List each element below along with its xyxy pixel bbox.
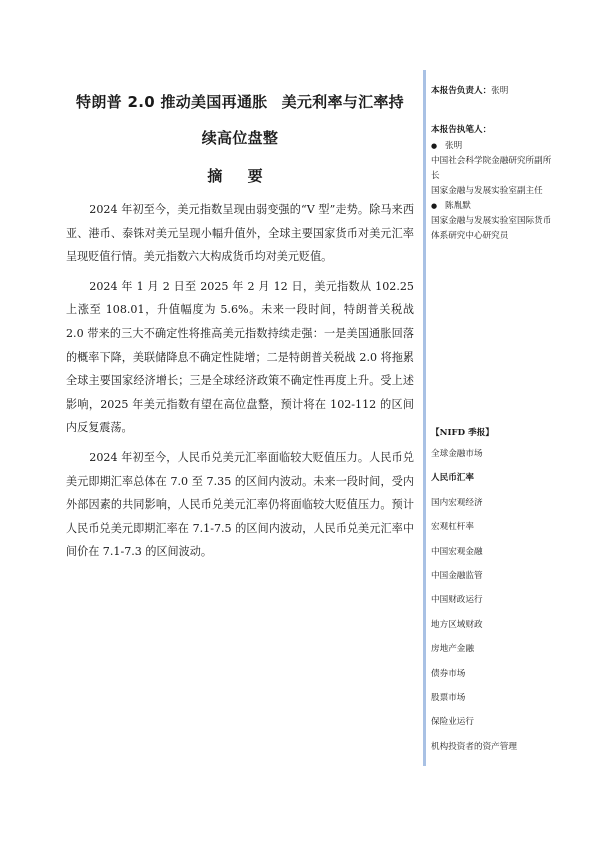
abstract-paragraph-1: 2024 年初至今，美元指数呈现由弱变强的“V 型”走势。除马来西亚、港币、泰铢对美元呈现小幅升值外，全球主要国家货币对美元汇率呈现贬值行情。美元指数六大构成货币均对美元贬值。 xyxy=(66,203,414,264)
responsible-name: 张明 xyxy=(491,86,509,96)
abstract-heading: 摘 要 xyxy=(207,167,273,185)
nav-item-real-estate-finance[interactable]: 房地产金融 xyxy=(431,644,474,655)
writer-affiliation: 中国社会科学院金融研究所副所长 xyxy=(431,156,552,181)
sidebar-divider xyxy=(423,70,426,766)
writers-label: 本报告执笔人： xyxy=(431,125,492,135)
writer-affiliation: 国家金融与发展实验室国际货币体系研究中心研究员 xyxy=(431,216,552,241)
nav-item-rmb-exchange-rate[interactable]: 人民币汇率 xyxy=(431,473,474,484)
report-series-nav xyxy=(431,447,517,764)
nav-item-local-regional-finance[interactable]: 地方区域财政 xyxy=(431,619,483,630)
writer-affiliation: 国家金融与发展实验室副主任 xyxy=(431,186,543,196)
nav-item-domestic-macro-economy[interactable]: 国内宏观经济 xyxy=(431,497,483,508)
nav-item-global-financial-market[interactable]: 全球金融市场 xyxy=(431,449,483,459)
abstract-paragraph-3: 2024 年初至今，人民币兑美元汇率面临较大贬值压力。人民币兑美元即期汇率总体在 7.0 至 7.35 的区间内波动。未来一段时间，受内外部因素的共同影响，人民币兑美元汇率仍将面临较大贬值压力。预计人民币兑美元即期汇率在 7.1-7.5 的区间内波动，人民币兑美元汇率中间价在 7.1-7.3 的区间波动。 xyxy=(66,450,414,559)
responsible-line xyxy=(431,84,508,99)
responsible-label: 本报告负责人： xyxy=(431,86,492,96)
abstract-paragraph-2: 2024 年 1 月 2 日至 2025 年 2 月 12 日，美元指数从 102.25 上涨至 108.01，升值幅度为 5.6%。未来一段时间，特朗普关税战 2.0 带来的三大不确定性将推高美元指数持续走强：一是美国通胀回落的概率下降，美联储降息不确定性陡增；二是特朗普关税战 2.0 将拖累全球主要国家经济增长；三是全球经济政策不确定性再度上升。受上述影响，2025 年美元指数有望在高位盘整，预计将在 102-112 的区间内反复震荡。 xyxy=(66,279,414,435)
nav-item-china-fiscal-operation[interactable]: 中国财政运行 xyxy=(431,595,483,606)
report-title-line-2: 续高位盘整 xyxy=(201,129,279,147)
nav-item-stock-market[interactable]: 股票市场 xyxy=(431,692,466,703)
report-main xyxy=(66,84,414,569)
nav-item-china-macro-finance[interactable]: 中国宏观金融 xyxy=(431,546,483,557)
nav-item-institutional-asset-management[interactable]: 机构投资者的资产管理 xyxy=(431,741,517,752)
nifd-label: 【NIFD 季报】 xyxy=(431,428,494,438)
report-title xyxy=(66,84,414,120)
nav-item-china-financial-regulation[interactable]: 中国金融监管 xyxy=(431,570,483,581)
writer-name: ● 张明 xyxy=(431,139,559,154)
writers-list xyxy=(431,139,559,244)
title-part-1: 特朗普 2.0 推动美国再通胀 xyxy=(76,93,268,111)
nav-item-insurance-operation[interactable]: 保险业运行 xyxy=(431,717,474,728)
title-part-2: 美元利率与汇率持 xyxy=(281,93,404,111)
nav-item-bond-market[interactable]: 债券市场 xyxy=(431,668,466,679)
writer-name: ● 陈胤默 xyxy=(431,199,559,214)
nav-item-macro-leverage[interactable]: 宏观杠杆率 xyxy=(431,522,474,533)
